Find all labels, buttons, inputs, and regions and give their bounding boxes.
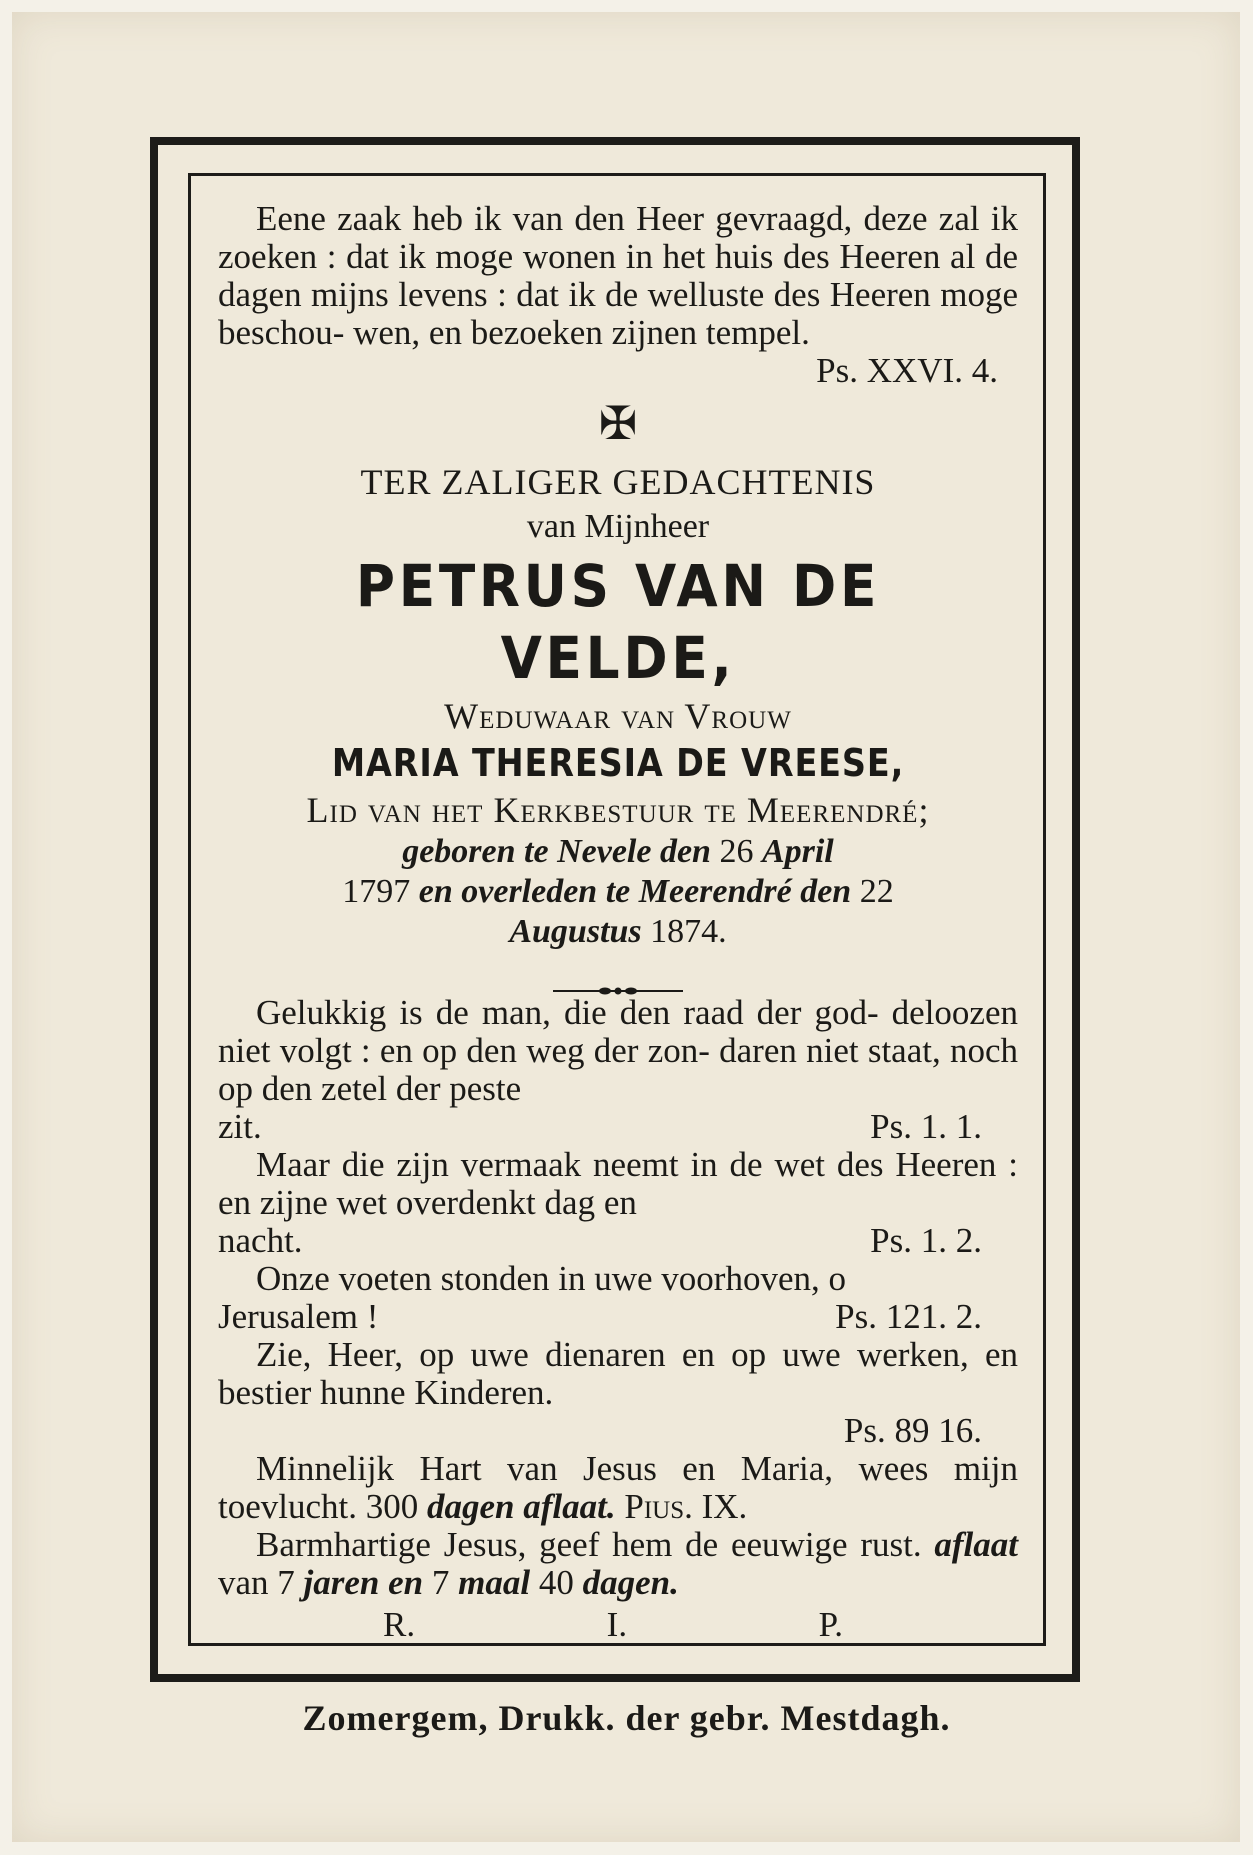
- rip-line: [383, 1606, 843, 1644]
- invocation-2-mid2: 7: [431, 1563, 450, 1602]
- bio-day2: 22: [859, 873, 894, 910]
- bio-mid: en overleden te Meerendré den: [418, 873, 852, 910]
- invocation-2-mid3: 40: [538, 1563, 574, 1602]
- invocation-1: [218, 1450, 1018, 1526]
- bio-prefix: geboren te Nevele den: [402, 833, 711, 870]
- bio-line-2: [218, 872, 1018, 912]
- prayer-3: Onze voeten stonden in uwe voorhoven, o: [256, 1259, 846, 1298]
- prayer-2: Maar die zijn vermaak neemt in de wet des Heeren : en zijne wet overdenkt dag en: [218, 1145, 1018, 1222]
- card-content: [218, 200, 1018, 1644]
- memorial-title: van Mijnheer: [526, 508, 710, 545]
- bio-month2: Augustus: [509, 913, 642, 950]
- invocation-2-text: Barmhartige Jesus, geef hem de eeuwige rust.: [256, 1525, 922, 1564]
- bio-year: 1797: [342, 873, 411, 910]
- invocation-1-tail: Pius. IX.: [624, 1487, 748, 1526]
- invocation-1-italic: dagen aflaat.: [427, 1487, 616, 1526]
- prayer-3-end: [218, 1298, 1018, 1336]
- printer-footer: Zomergem, Drukk. der gebr. Mestdagh.: [302, 1698, 951, 1738]
- prayer-1-ref: Ps. 1. 1.: [870, 1107, 982, 1146]
- bio-line-1: [218, 832, 1018, 872]
- prayer-1: Gelukkig is de man, die den raad der god- deloozen niet volgt : en op den weg der zon- daren niet staat, noch op den zetel der peste: [218, 993, 1018, 1108]
- bio-year2: 1874.: [650, 913, 727, 950]
- prayer-2-end: [218, 1222, 1018, 1260]
- bio-line-3: [218, 912, 1018, 952]
- top-verse-ref: Ps. XXVI. 4.: [816, 351, 998, 390]
- bio-day: 26: [719, 833, 754, 870]
- wife-name: MARIA THERESIA DE VREESE,: [331, 741, 905, 785]
- prayer-2-last: nacht.: [218, 1221, 303, 1260]
- top-verse: Eene zaak heb ik van den Heer gevraagd, deze zal ik zoeken : dat ik moge wonen in het huis des Heeren al de dagen mijns levens : dat ik de welluste des Heeren moge beschou- wen, en bezoeken zijnen tempel.: [218, 199, 1018, 352]
- prayer-1-end: [218, 1108, 1018, 1146]
- invocation-2: [218, 1526, 1018, 1602]
- rip-p: P.: [818, 1605, 843, 1644]
- rip-r: R.: [383, 1605, 416, 1644]
- bio-month: April: [761, 833, 834, 870]
- memorial-heading: TER ZALIGER GEDACHTENIS: [360, 462, 876, 502]
- prayer-3-last: Jerusalem !: [218, 1297, 379, 1336]
- prayer-1-last: zit.: [218, 1107, 262, 1146]
- rip-i: I.: [606, 1605, 628, 1644]
- prayer-3-ref: Ps. 121. 2.: [835, 1297, 982, 1336]
- invocation-2-italic1: aflaat: [934, 1525, 1019, 1564]
- invocation-2-italic4: dagen.: [582, 1563, 679, 1602]
- prayer-4: Zie, Heer, op uwe dienaren en op uwe werken, en bestier hunne Kinderen.: [218, 1335, 1018, 1412]
- cross-icon: ✠: [598, 398, 638, 449]
- ornament-divider: [218, 966, 1018, 976]
- invocation-2-italic3: maal: [458, 1563, 531, 1602]
- invocation-2-italic2: jaren en: [303, 1563, 424, 1602]
- prayer-4-ref: Ps. 89 16.: [843, 1411, 982, 1450]
- prayer-2-ref: Ps. 1. 2.: [870, 1221, 982, 1260]
- role: Lid van het Kerkbestuur te Meerendré;: [306, 790, 930, 830]
- deceased-name: PETRUS VAN DE VELDE,: [355, 552, 881, 692]
- widower-of: Weduwaar van Vrouw: [444, 696, 792, 736]
- invocation-2-mid1: van 7: [218, 1563, 295, 1602]
- invocation-1-text: Minnelijk Hart van Jesus en Maria, wees mijn toevlucht. 300: [218, 1449, 1018, 1526]
